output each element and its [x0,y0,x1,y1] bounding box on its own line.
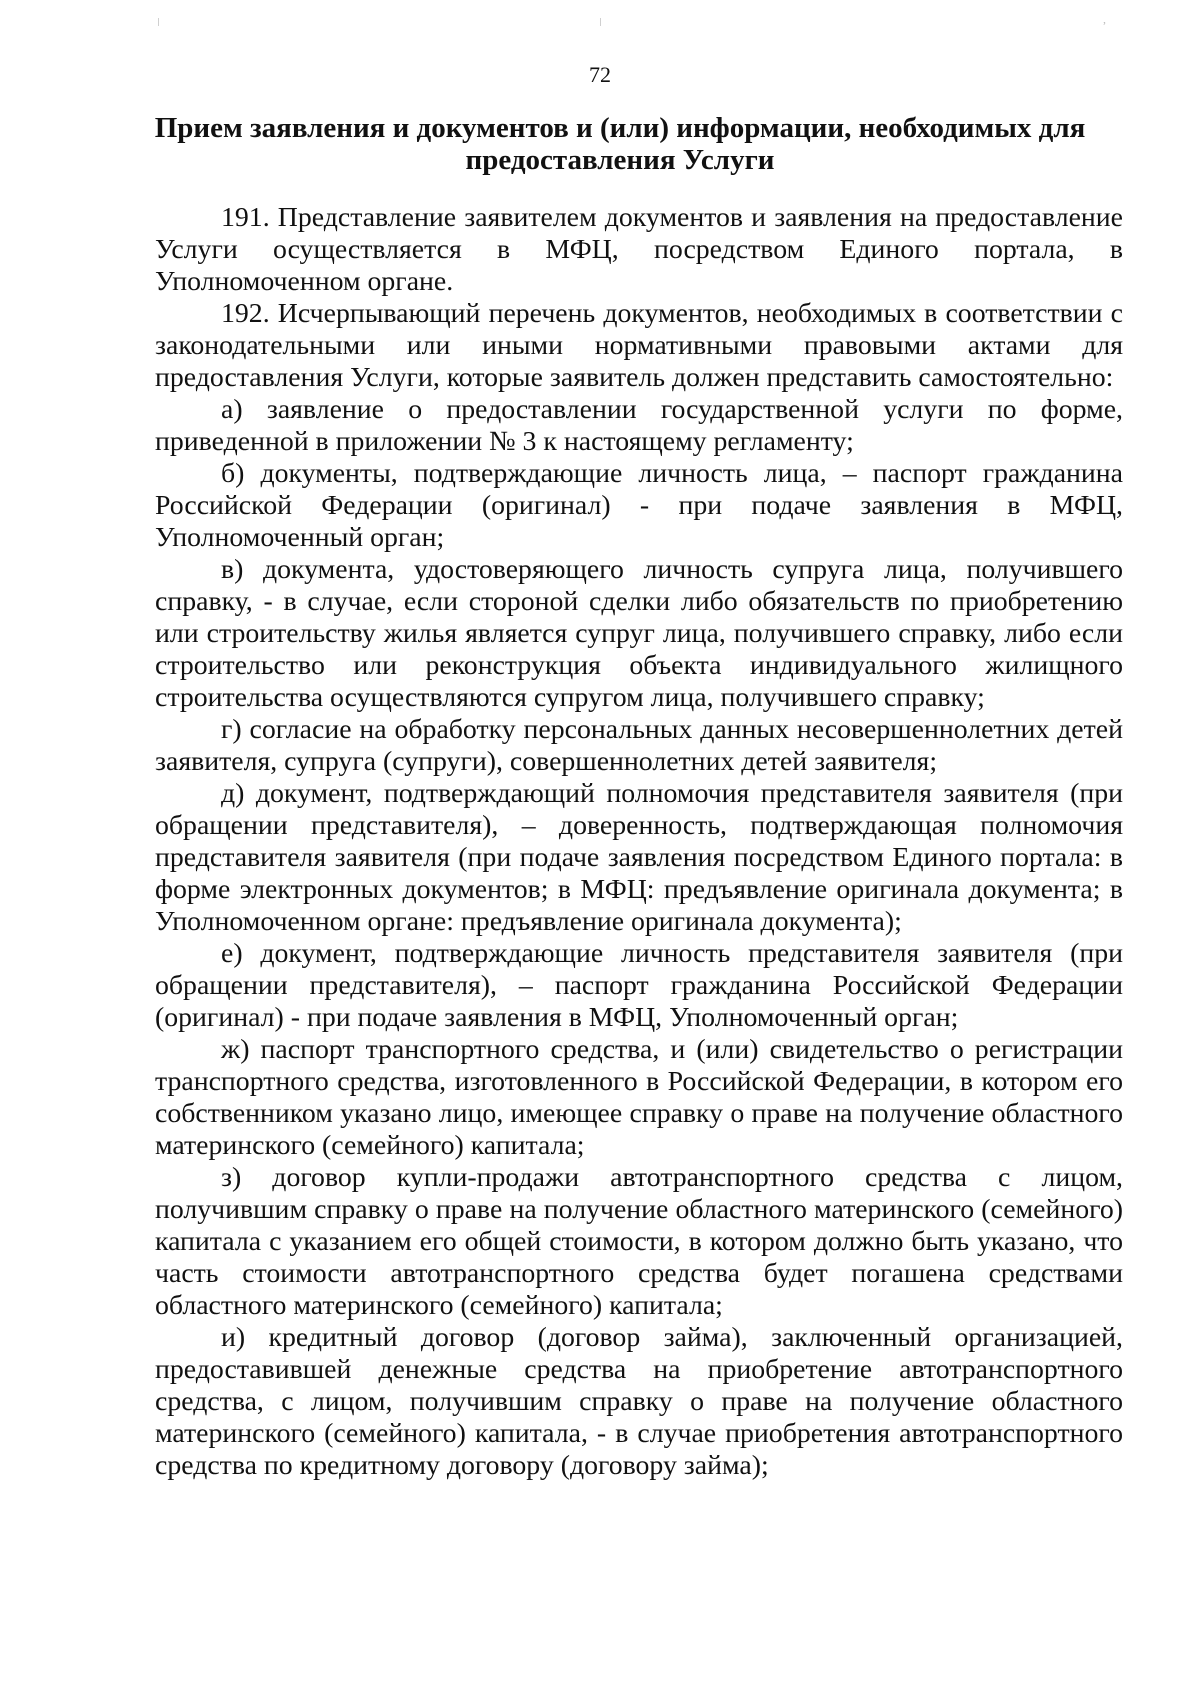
document-body [155,202,1123,1482]
list-item-g: г) согласие на обработку персональных данных несовершеннолетних детей заявителя, супруга (супруги), совершеннолетних детей заявителя; [155,714,1123,777]
list-item-d: д) документ, подтверждающий полномочия представителя заявителя (при обращении представителя), – доверенность, подтверждающая полномочия представителя заявителя (при подаче заявления посредством Единого портала: в форме электронных документов; в МФЦ: предъявление оригинала документа; в Уполномоченном органе: предъявление оригинала документа); [155,778,1123,937]
list-item-b: б) документы, подтверждающие личность лица, – паспорт гражданина Российской Федерации (оригинал) - при подаче заявления в МФЦ, Уполномоченный орган; [155,458,1123,553]
list-item-e: е) документ, подтверждающие личность представителя заявителя (при обращении представителя), – паспорт гражданина Российской Федерации (оригинал) - при подаче заявления в МФЦ, Уполномоченный орган; [155,938,1123,1033]
list-item-a: а) заявление о предоставлении государственной услуги по форме, приведенной в приложении № 3 к настоящему регламенту; [155,394,1123,457]
list-item-z: з) договор купли-продажи автотранспортного средства с лицом, получившим справку о праве на получение областного материнского (семейного) капитала с указанием его общей стоимости, в котором должно быть указано, что часть стоимости автотранспортного средства будет погашена средствами областного материнского (семейного) капитала; [155,1162,1123,1321]
list-item-zh: ж) паспорт транспортного средства, и (или) свидетельство о регистрации транспортного средства, изготовленного в Российской Федерации, в котором его собственником указано лицо, имеющее справку о праве на получение областного материнского (семейного) капитала; [155,1034,1123,1161]
section-heading: Прием заявления и документов и (или) информации, необходимых для предоставления Услуги [154,112,1086,176]
scan-edge-tick-center [600,18,601,26]
paragraph-191: 191. Представление заявителем документов и заявления на предоставление Услуги осуществляется в МФЦ, посредством Единого портала, в Уполномоченном органе. [155,202,1123,297]
paragraph-192: 192. Исчерпывающий перечень документов, необходимых в соответствии с законодательными или иными нормативными правовыми актами для предоставления Услуги, которые заявитель должен представить самостоятельно: [155,298,1123,393]
page-number: 72 [589,62,611,87]
list-item-v: в) документа, удостоверяющего личность супруга лица, получившего справку, - в случае, если стороной сделки либо обязательств по приобретению или строительству жилья является супруг лица, получившего справку, либо если строительство или реконструкция объекта индивидуального жилищного строительства осуществляются супругом лица, получившего справку; [155,554,1123,713]
scan-edge-tick-left [158,18,159,26]
list-item-i: и) кредитный договор (договор займа), заключенный организацией, предоставившей денежные средства на приобретение автотранспортного средства, с лицом, получившим справку о праве на получение областного материнского (семейного) капитала, - в случае приобретения автотранспортного средства по кредитному договору (договору займа); [155,1322,1123,1481]
scan-mark: , [1103,12,1106,26]
